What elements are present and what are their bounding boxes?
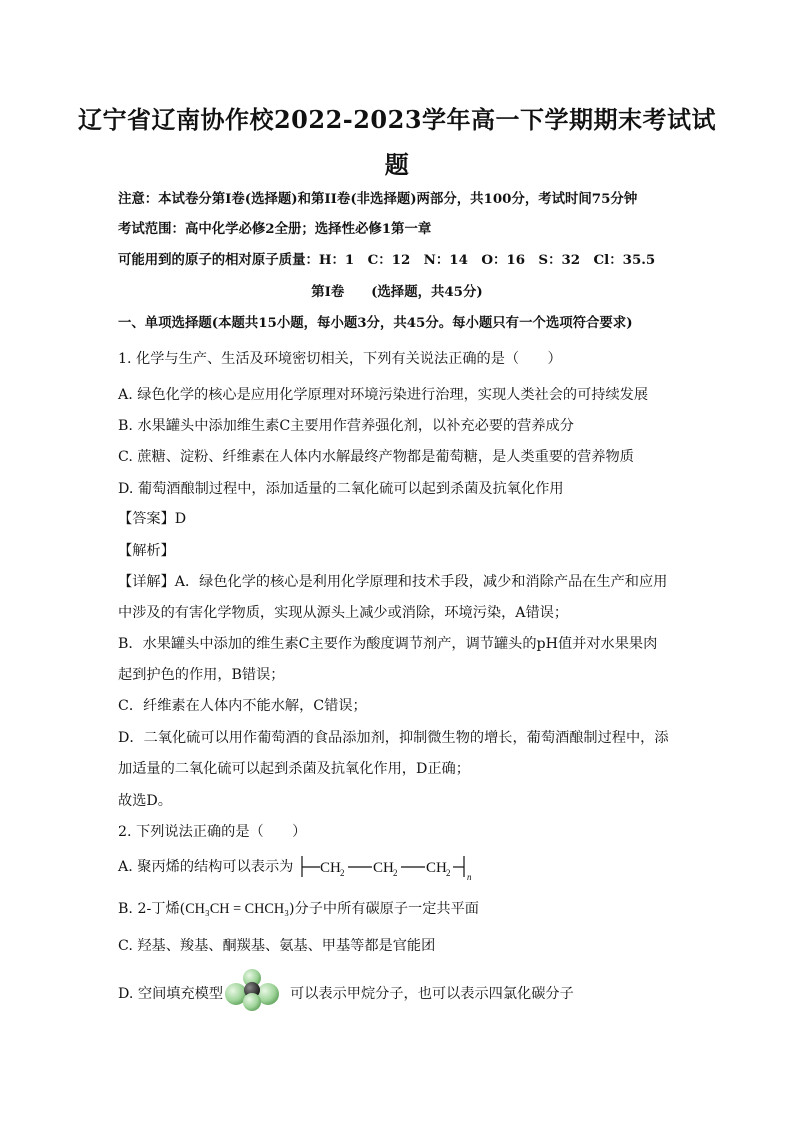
ch2-1-text: CH — [319, 860, 341, 876]
ch2-3-text: CH — [425, 860, 447, 876]
q2-stem: 2. 下列说法正确的是（ ） — [118, 824, 307, 840]
section-heading: 一、单项选择题(本题共15小题，每小题3分，共45分。每小题只有一个选项符合要求) — [118, 315, 633, 331]
q2-option-c: C. 羟基、羧基、酮羰基、氨基、甲基等都是官能团 — [118, 938, 436, 954]
sub-2-2-text: 2 — [392, 868, 398, 878]
subscript-n-text: n — [466, 872, 472, 882]
q2-option-b-suffix: )分子中所有碳原子一定共平面 — [289, 901, 479, 917]
q2-option-d-prefix: D. 空间填充模型 — [118, 986, 224, 1002]
ch2-2-text: CH — [372, 860, 394, 876]
q1-detail-2: 中涉及的有害化学物质，实现从源头上减少或消除，环境污染，A错误； — [118, 605, 569, 621]
exam-title-line2: 题 — [384, 150, 410, 179]
q2-option-a — [118, 852, 478, 882]
atomic-mass-text: 可能用到的原子的相对原子质量：H：1 C：12 N：14 O：16 S：32 Cl：35.5 — [118, 252, 656, 268]
q1-detail-7: 加适量的二氧化硫可以起到杀菌及抗氧化作用，D正确； — [118, 761, 470, 777]
polymer-structure-formula — [298, 852, 478, 882]
q1-detail-6: D．二氧化硫可以用作葡萄酒的食品添加剂，抑制微生物的增长，葡萄酒酿制过程中，添 — [118, 730, 669, 746]
q2-option-a-prefix: A. 聚丙烯的结构可以表示为 — [118, 859, 294, 875]
butene-formula: CH₃CH = CHCH₃ — [185, 901, 290, 917]
q1-detail-1: 【详解】A．绿色化学的核心是利用化学原理和技术手段，减少和消除产品在生产和应用 — [118, 574, 668, 590]
q1-detail-5: C．纤维素在人体内不能水解，C错误； — [118, 698, 367, 714]
q1-stem: 1. 化学与生产、生活及环境密切相关，下列有关说法正确的是（ ） — [118, 351, 562, 367]
q1-answer: 【答案】D — [118, 511, 187, 527]
q1-option-c: C. 蔗糖、淀粉、纤维素在人体内水解最终产物都是葡萄糖，是人类重要的营养物质 — [118, 449, 634, 465]
q1-detail-4: 起到护色的作用，B错误； — [118, 667, 285, 683]
exam-title-line1: 辽宁省辽南协作校2022-2023学年高一下学期期末考试试 — [77, 105, 717, 134]
q1-option-b: B. 水果罐头中添加维生素C主要用作营养强化剂，以补充必要的营养成分 — [118, 418, 574, 434]
q2-option-b-prefix: B. 2-丁烯( — [118, 901, 186, 917]
sub-2-3-text: 2 — [445, 868, 451, 878]
q2-option-b — [118, 898, 479, 918]
volume-heading: 第I卷 (选择题，共45分) — [311, 284, 483, 300]
q1-option-d: D. 葡萄酒酿制过程中，添加适量的二氧化硫可以起到杀菌及抗氧化作用 — [118, 481, 564, 497]
scope-text: 考试范围：高中化学必修2全册；选择性必修1第一章 — [118, 221, 432, 237]
sub-2-1-text: 2 — [339, 868, 345, 878]
q1-conclusion: 故选D。 — [118, 793, 172, 809]
notice-text: 注意：本试卷分第I卷(选择题)和第II卷(非选择题)两部分，共100分，考试时间75分钟 — [118, 191, 638, 207]
methane-space-filling-model-image — [222, 968, 282, 1012]
q1-analysis-heading: 【解析】 — [118, 543, 175, 559]
q1-option-a: A. 绿色化学的核心是应用化学原理对环境污染进行治理，实现人类社会的可持续发展 — [118, 387, 649, 403]
q1-detail-3: B．水果罐头中添加的维生素C主要作为酸度调节剂产，调节罐头的pH值并对水果果肉 — [118, 636, 658, 652]
q2-option-d-suffix: 可以表示甲烷分子，也可以表示四氯化碳分子 — [290, 986, 574, 1002]
